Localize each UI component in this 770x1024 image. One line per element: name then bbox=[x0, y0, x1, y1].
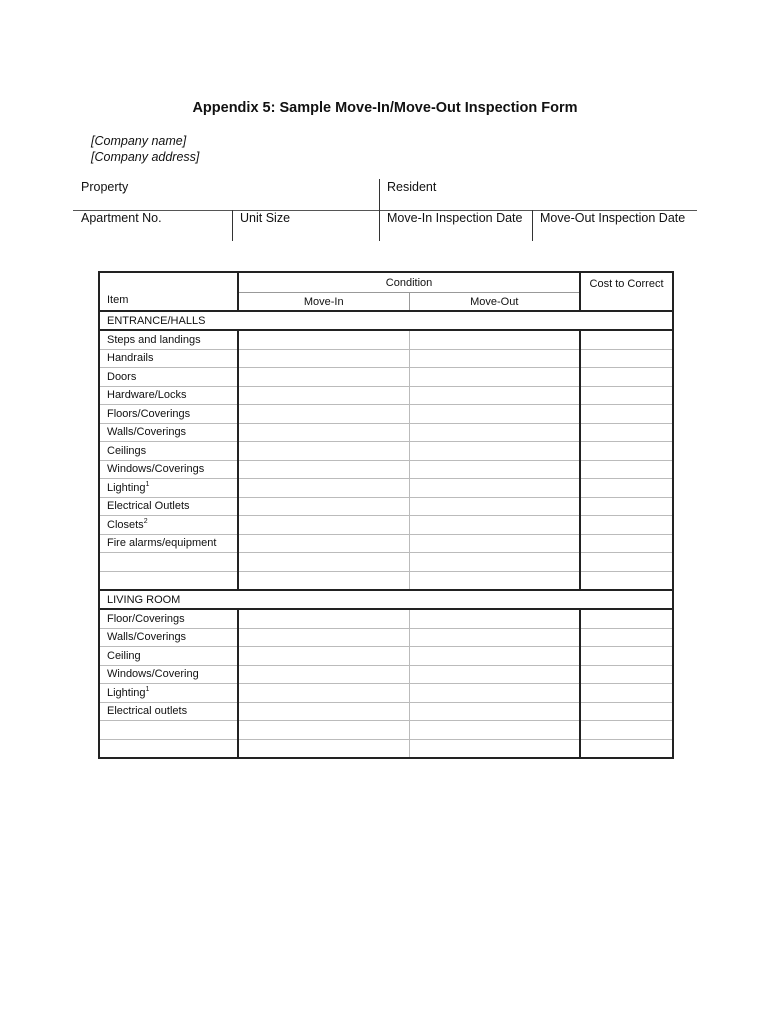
item-label: Electrical Outlets bbox=[107, 500, 190, 513]
field-divider bbox=[532, 210, 533, 241]
move-out-column-header: Move-Out bbox=[409, 293, 580, 312]
move-out-cell[interactable] bbox=[409, 609, 580, 628]
move-out-cell[interactable] bbox=[409, 665, 580, 684]
move-in-cell[interactable] bbox=[238, 368, 409, 387]
move-out-cell[interactable] bbox=[409, 553, 580, 572]
cost-to-correct-cell[interactable] bbox=[580, 386, 673, 405]
move-in-cell[interactable] bbox=[238, 497, 409, 516]
field-divider bbox=[232, 210, 233, 241]
cost-to-correct-cell[interactable] bbox=[580, 479, 673, 498]
cost-to-correct-cell[interactable] bbox=[580, 460, 673, 479]
table-row bbox=[99, 684, 673, 703]
table-row bbox=[99, 460, 673, 479]
unit-size-field-label: Unit Size bbox=[240, 211, 291, 225]
item-label: Doors bbox=[107, 370, 137, 383]
item-label: Windows/Coverings bbox=[107, 463, 205, 476]
cost-to-correct-cell[interactable] bbox=[580, 739, 673, 758]
move-out-cell[interactable] bbox=[409, 405, 580, 424]
table-row bbox=[99, 553, 673, 572]
move-out-cell[interactable] bbox=[409, 721, 580, 740]
property-field-label: Property bbox=[81, 180, 129, 194]
move-out-cell[interactable] bbox=[409, 460, 580, 479]
move-out-date-field-label: Move-Out Inspection Date bbox=[540, 211, 686, 225]
item-cell bbox=[99, 553, 238, 572]
item-label: Ceilings bbox=[107, 444, 147, 457]
cost-to-correct-cell[interactable] bbox=[580, 497, 673, 516]
move-out-cell[interactable] bbox=[409, 368, 580, 387]
move-in-cell[interactable] bbox=[238, 330, 409, 349]
field-divider bbox=[379, 210, 380, 241]
move-in-cell[interactable] bbox=[238, 405, 409, 424]
item-label: Fire alarms/equipment bbox=[107, 537, 217, 550]
item-cell bbox=[99, 609, 238, 628]
move-in-date-field-label: Move-In Inspection Date bbox=[387, 211, 523, 225]
move-out-cell[interactable] bbox=[409, 684, 580, 703]
move-out-cell[interactable] bbox=[409, 628, 580, 647]
cost-to-correct-cell[interactable] bbox=[580, 349, 673, 368]
item-cell bbox=[99, 460, 238, 479]
cost-to-correct-cell[interactable] bbox=[580, 553, 673, 572]
page-title: Appendix 5: Sample Move-In/Move-Out Inspection Form bbox=[192, 100, 578, 116]
table-row bbox=[99, 497, 673, 516]
move-out-cell[interactable] bbox=[409, 479, 580, 498]
item-label: Handrails bbox=[107, 352, 154, 365]
move-in-cell[interactable] bbox=[238, 665, 409, 684]
item-label: Floors/Coverings bbox=[107, 407, 191, 420]
section-title: LIVING ROOM bbox=[99, 590, 673, 609]
table-row bbox=[99, 721, 673, 740]
move-in-cell[interactable] bbox=[238, 571, 409, 590]
item-cell bbox=[99, 516, 238, 535]
cost-to-correct-cell[interactable] bbox=[580, 330, 673, 349]
cost-to-correct-cell[interactable] bbox=[580, 702, 673, 721]
item-label: Lighting bbox=[107, 687, 146, 700]
item-label: Floor/Coverings bbox=[107, 612, 185, 625]
move-out-cell[interactable] bbox=[409, 702, 580, 721]
cost-to-correct-cell[interactable] bbox=[580, 405, 673, 424]
property-resident-divider bbox=[379, 179, 380, 210]
table-row bbox=[99, 739, 673, 758]
footnote-marker: 1 bbox=[145, 481, 150, 489]
item-label: Electrical outlets bbox=[107, 705, 188, 718]
item-cell bbox=[99, 405, 238, 424]
move-out-cell[interactable] bbox=[409, 739, 580, 758]
item-cell bbox=[99, 665, 238, 684]
move-in-cell[interactable] bbox=[238, 702, 409, 721]
move-in-cell[interactable] bbox=[238, 553, 409, 572]
resident-field-label: Resident bbox=[387, 180, 437, 194]
move-in-cell[interactable] bbox=[238, 721, 409, 740]
cost-to-correct-cell[interactable] bbox=[580, 628, 673, 647]
move-in-cell[interactable] bbox=[238, 516, 409, 535]
item-cell bbox=[99, 721, 238, 740]
table-row bbox=[99, 479, 673, 498]
item-cell bbox=[99, 368, 238, 387]
inspection-table bbox=[98, 271, 674, 759]
apartment-no-field-label: Apartment No. bbox=[81, 211, 162, 225]
move-in-cell[interactable] bbox=[238, 479, 409, 498]
cost-to-correct-cell[interactable] bbox=[580, 423, 673, 442]
cost-to-correct-cell[interactable] bbox=[580, 609, 673, 628]
move-out-cell[interactable] bbox=[409, 423, 580, 442]
table-row bbox=[99, 665, 673, 684]
move-in-cell[interactable] bbox=[238, 460, 409, 479]
item-label: Closets bbox=[107, 519, 144, 532]
move-in-cell[interactable] bbox=[238, 442, 409, 461]
table-row bbox=[99, 386, 673, 405]
table-row bbox=[99, 628, 673, 647]
item-cell bbox=[99, 423, 238, 442]
item-cell bbox=[99, 442, 238, 461]
item-cell bbox=[99, 479, 238, 498]
cost-to-correct-cell[interactable] bbox=[580, 442, 673, 461]
item-column-header: Item bbox=[99, 272, 238, 311]
move-in-cell[interactable] bbox=[238, 423, 409, 442]
item-cell bbox=[99, 702, 238, 721]
cost-to-correct-column-header: Cost to Correct bbox=[580, 272, 673, 311]
move-out-cell[interactable] bbox=[409, 571, 580, 590]
cost-to-correct-cell[interactable] bbox=[580, 721, 673, 740]
item-label: Windows/Covering bbox=[107, 668, 199, 681]
move-out-cell[interactable] bbox=[409, 386, 580, 405]
company-name: [Company name] bbox=[91, 134, 187, 148]
item-label: Lighting bbox=[107, 482, 146, 495]
move-in-cell[interactable] bbox=[238, 386, 409, 405]
item-cell bbox=[99, 349, 238, 368]
item-cell bbox=[99, 628, 238, 647]
table-row bbox=[99, 330, 673, 349]
item-cell bbox=[99, 386, 238, 405]
item-cell bbox=[99, 684, 238, 703]
move-in-cell[interactable] bbox=[238, 647, 409, 666]
footnote-marker: 1 bbox=[145, 686, 150, 694]
table-row bbox=[99, 534, 673, 553]
table-row bbox=[99, 349, 673, 368]
item-label: Walls/Coverings bbox=[107, 426, 187, 439]
move-in-cell[interactable] bbox=[238, 684, 409, 703]
company-address: [Company address] bbox=[91, 150, 200, 164]
item-cell bbox=[99, 534, 238, 553]
item-label: Steps and landings bbox=[107, 333, 201, 346]
section-header-row bbox=[99, 311, 673, 330]
table-row bbox=[99, 647, 673, 666]
item-cell bbox=[99, 571, 238, 590]
item-cell bbox=[99, 647, 238, 666]
table-row bbox=[99, 516, 673, 535]
section-header-row bbox=[99, 590, 673, 609]
table-row bbox=[99, 368, 673, 387]
move-out-cell[interactable] bbox=[409, 330, 580, 349]
condition-column-header: Condition bbox=[238, 272, 580, 293]
cost-to-correct-cell[interactable] bbox=[580, 368, 673, 387]
move-out-cell[interactable] bbox=[409, 442, 580, 461]
item-label: Hardware/Locks bbox=[107, 389, 187, 402]
cost-to-correct-cell[interactable] bbox=[580, 516, 673, 535]
item-cell bbox=[99, 739, 238, 758]
item-label: Ceiling bbox=[107, 649, 141, 662]
table-row bbox=[99, 571, 673, 590]
move-in-cell[interactable] bbox=[238, 534, 409, 553]
cost-to-correct-cell[interactable] bbox=[580, 571, 673, 590]
footnote-marker: 2 bbox=[143, 518, 148, 526]
move-out-cell[interactable] bbox=[409, 534, 580, 553]
move-out-cell[interactable] bbox=[409, 647, 580, 666]
move-out-cell[interactable] bbox=[409, 516, 580, 535]
move-out-cell[interactable] bbox=[409, 349, 580, 368]
section-title: ENTRANCE/HALLS bbox=[99, 311, 673, 330]
cost-to-correct-cell[interactable] bbox=[580, 665, 673, 684]
inspection-table-body bbox=[99, 311, 673, 758]
cost-to-correct-cell[interactable] bbox=[580, 534, 673, 553]
move-in-column-header: Move-In bbox=[238, 293, 409, 312]
table-row bbox=[99, 609, 673, 628]
item-label: Walls/Coverings bbox=[107, 631, 187, 644]
move-in-cell[interactable] bbox=[238, 739, 409, 758]
table-row bbox=[99, 702, 673, 721]
table-row bbox=[99, 423, 673, 442]
move-in-cell[interactable] bbox=[238, 349, 409, 368]
move-out-cell[interactable] bbox=[409, 497, 580, 516]
move-in-cell[interactable] bbox=[238, 628, 409, 647]
item-cell bbox=[99, 497, 238, 516]
table-row bbox=[99, 442, 673, 461]
cost-to-correct-cell[interactable] bbox=[580, 647, 673, 666]
table-row bbox=[99, 405, 673, 424]
move-in-cell[interactable] bbox=[238, 609, 409, 628]
item-cell bbox=[99, 330, 238, 349]
cost-to-correct-cell[interactable] bbox=[580, 684, 673, 703]
